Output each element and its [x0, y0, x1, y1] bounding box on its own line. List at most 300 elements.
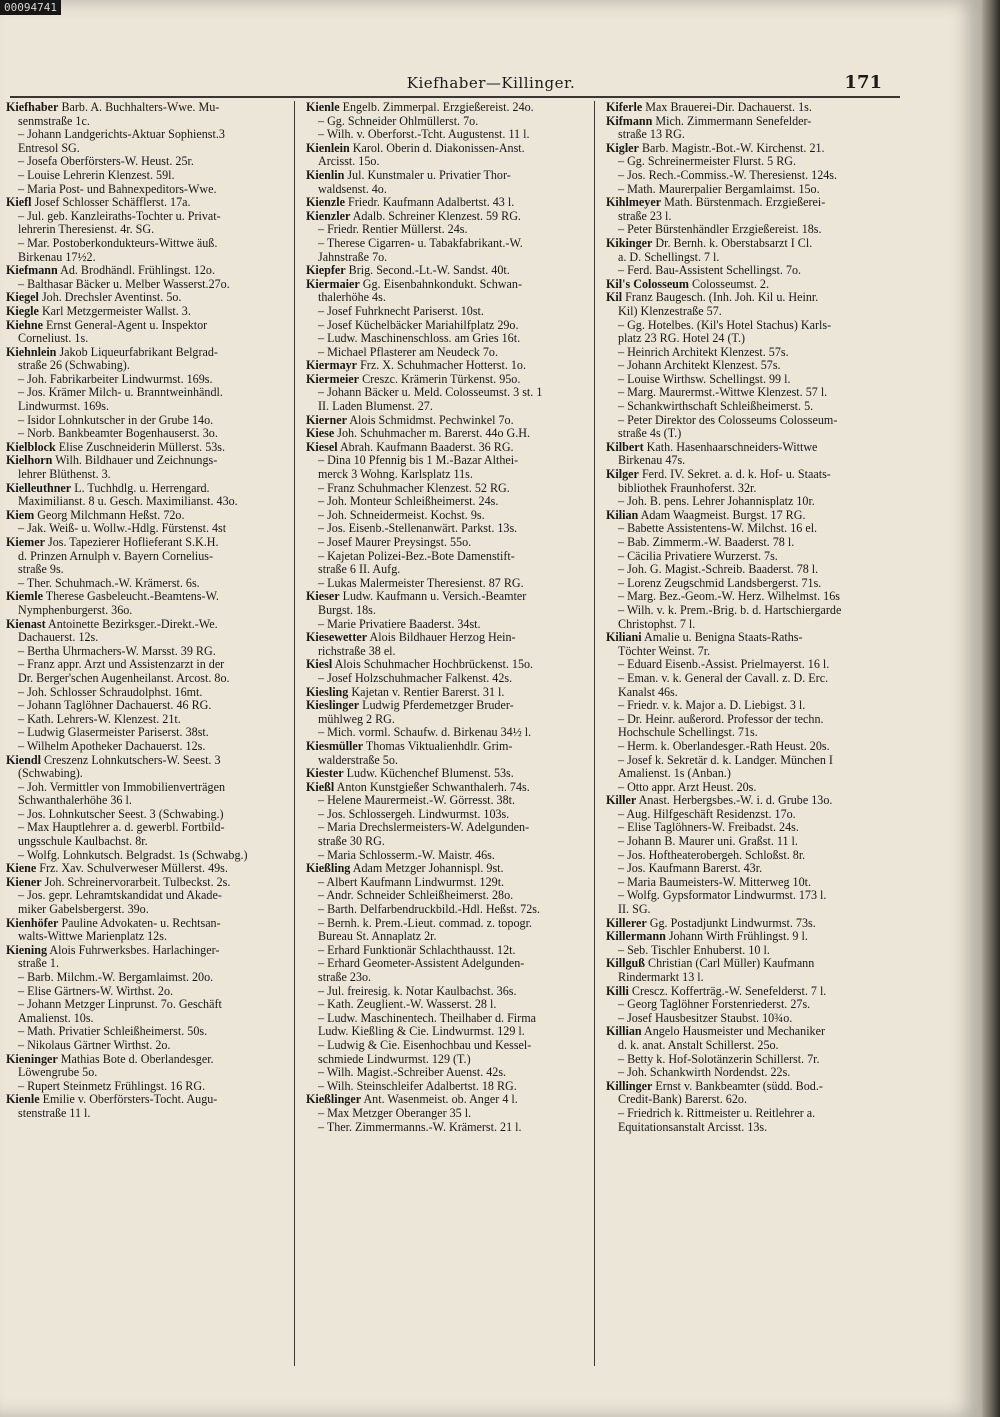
- entry-text: straße 13 RG.: [618, 128, 685, 142]
- entry-text: – Bab. Zimmerm.-W. Baaderst. 78 l.: [618, 536, 795, 549]
- directory-entry: [0, 155, 290, 169]
- directory-entry: [600, 346, 906, 360]
- directory-entry: [0, 889, 290, 903]
- directory-entry: [300, 577, 592, 591]
- entry-text: Elise Zuschneiderin Müllerst. 53s.: [58, 440, 226, 454]
- directory-entry: [0, 876, 290, 890]
- directory-entry: [300, 998, 592, 1012]
- directory-entry: [300, 522, 592, 536]
- entry-text: lehrer Blüthenst. 3.: [18, 468, 111, 482]
- directory-entry: [600, 468, 906, 482]
- entry-text: – Aug. Hilfgeschäft Residenzst. 17o.: [618, 807, 796, 821]
- directory-entry: [300, 767, 592, 781]
- entry-text: – Jul. freiresig. k. Notar Kaulbachst. 36s.: [318, 984, 517, 998]
- entry-surname: Kienzle: [306, 196, 345, 210]
- entry-text: Frz. X. Schuhmacher Hotterst. 1o.: [360, 359, 526, 373]
- entry-text: – Joh. Fabrikarbeiter Lindwurmst. 169s.: [18, 372, 213, 386]
- entry-surname: Kienlin: [306, 168, 345, 182]
- entry-text: – Dina 10 Pfennig bis 1 M.-Bazar Althei-: [318, 454, 519, 468]
- directory-entry: [600, 101, 906, 115]
- entry-text: – Josefa Oberförsters-W. Heust. 25r.: [18, 155, 194, 169]
- entry-text: Dr. Berger'schen Augenheilanst. Arcost. 8o.: [18, 671, 230, 685]
- entry-text: schmiede Lindwurmst. 129 (T.): [318, 1052, 471, 1066]
- entry-text: waldsenst. 4o.: [318, 182, 387, 196]
- entry-text: Joh. Schreinervorarbeit. Tulbeckst. 2s.: [44, 875, 231, 889]
- entry-surname: Kienlein: [306, 141, 350, 155]
- directory-entry: [600, 672, 906, 686]
- entry-text: straße 4s (T.): [618, 427, 682, 441]
- entry-text: Burgst. 18s.: [318, 603, 376, 617]
- entry-surname: Kilbert: [606, 440, 644, 454]
- entry-text: – Marie Privatiere Baaderst. 34st.: [318, 617, 481, 631]
- entry-text: Anast. Herbergsbes.-W. i. d. Grube 13o.: [638, 794, 833, 808]
- entry-text: – Georg Taglöhner Forstenriederst. 27s.: [618, 998, 811, 1012]
- entry-text: merck 3 Wohng. Karlsplatz 11s.: [318, 468, 473, 482]
- directory-entry: [600, 794, 906, 808]
- entry-text: Alois Fuhrwerksbes. Harlachinger-: [49, 943, 220, 957]
- entry-text: – Erhard Funktionär Schlachthausst. 12t.: [318, 943, 516, 957]
- entry-text: walderstraße 5o.: [318, 753, 398, 767]
- directory-entry: [300, 468, 592, 482]
- entry-text: – Jos. Hoftheaterobergeh. Schloßst. 8r.: [618, 848, 806, 862]
- entry-surname: Kießling: [306, 862, 351, 876]
- entry-text: – Ludwig Glasermeister Pariserst. 38st.: [18, 726, 209, 740]
- directory-entry: [600, 645, 906, 659]
- directory-entry: [600, 169, 906, 183]
- entry-surname: Kiening: [6, 943, 47, 957]
- entry-surname: Kiemer: [6, 536, 45, 549]
- entry-surname: Kiester: [306, 767, 344, 781]
- entry-text: Hochschule Schellingst. 71s.: [618, 726, 758, 740]
- entry-text: – Johann Taglöhner Dachauerst. 46 RG.: [18, 699, 212, 713]
- entry-surname: Kiem: [6, 508, 35, 522]
- entry-text: Brig. Second.-Lt.-W. Sandst. 40t.: [348, 264, 510, 278]
- directory-entry: [600, 237, 906, 251]
- entry-text: miker Gabelsbergerst. 39o.: [18, 903, 149, 917]
- entry-text: Ludw. Kießling & Cie. Lindwurmst. 129 l.: [318, 1025, 525, 1039]
- directory-entry: [0, 903, 290, 917]
- directory-entry: [0, 305, 290, 319]
- entry-text: Thomas Viktualienhdlr. Grim-: [365, 739, 513, 753]
- entry-text: – Wilh. v. k. Prem.-Brig. b. d. Hartschiergarde: [618, 603, 842, 617]
- entry-text: – Rupert Steinmetz Frühlingst. 16 RG.: [18, 1079, 206, 1093]
- directory-entry: [0, 183, 290, 197]
- entry-text: – Joh. Schankwirth Nordendst. 22s.: [618, 1066, 791, 1080]
- directory-entry: [300, 1066, 592, 1080]
- directory-entry: [600, 849, 906, 863]
- directory-entry: [300, 889, 592, 903]
- directory-entry: [600, 332, 906, 346]
- column-divider: [594, 101, 595, 1366]
- directory-entry: [600, 889, 906, 903]
- entry-surname: Kihlmeyer: [606, 196, 662, 210]
- directory-entry: [0, 482, 290, 496]
- entry-text: Anton Kunstgießer Schwanthalerh. 74s.: [336, 780, 530, 794]
- directory-entry: [300, 427, 592, 441]
- directory-entry: [600, 278, 906, 292]
- entry-text: – Helene Maurermeist.-W. Görresst. 38t.: [318, 794, 516, 808]
- entry-text: – Math. Maurerpalier Bergamlaimst. 15o.: [618, 182, 820, 196]
- directory-entry: [600, 713, 906, 727]
- directory-entry: [300, 672, 592, 686]
- directory-entry: [600, 536, 906, 550]
- directory-entry: [300, 1012, 592, 1026]
- entry-text: Friedr. Kaufmann Adalbertst. 43 l.: [348, 196, 515, 210]
- entry-text: L. Tuchhdlg. u. Herrengard.: [74, 481, 210, 495]
- entry-surname: Kielhorn: [6, 454, 53, 468]
- directory-entry: [300, 1025, 592, 1039]
- directory-entry: [0, 835, 290, 849]
- entry-text: walts-Wittwe Marienplatz 12s.: [18, 930, 167, 944]
- directory-entry: [600, 658, 906, 672]
- entry-text: – Erhard Geometer-Assistent Adelgunden-: [318, 957, 525, 971]
- directory-entry: [300, 876, 592, 890]
- entry-text: Crescz. Kofferträg.-W. Senefelderst. 7 l.: [631, 984, 827, 998]
- entry-text: Ernst v. Bankbeamter (südd. Bod.-: [655, 1079, 823, 1093]
- directory-entry: [0, 985, 290, 999]
- entry-surname: Kiesling: [306, 685, 349, 699]
- directory-entry: [600, 604, 906, 618]
- directory-entry: [0, 821, 290, 835]
- column-divider: [294, 101, 295, 1366]
- entry-text: thalerhöhe 4s.: [318, 291, 386, 305]
- entry-surname: Kiefhaber: [6, 101, 59, 114]
- directory-entry: [300, 930, 592, 944]
- entry-text: – Wolfg. Lohnkutsch. Belgradst. 1s (Schwabg.): [18, 848, 248, 862]
- directory-entry: [600, 754, 906, 768]
- entry-surname: Kilian: [606, 508, 639, 522]
- directory-entry: [0, 781, 290, 795]
- entry-text: – Maria Post- und Bahnexpeditors-Wwe.: [18, 182, 217, 196]
- entry-text: Lindwurmst. 169s.: [18, 400, 110, 414]
- directory-entry: [300, 618, 592, 632]
- directory-entry: [600, 400, 906, 414]
- entry-text: Kath. Hasenhaarschneiders-Wittwe: [646, 440, 818, 454]
- directory-entry: [600, 522, 906, 536]
- entry-surname: Kiermeier: [306, 372, 360, 386]
- entry-text: – Jos. Rech.-Commiss.-W. Theresienst. 124s.: [618, 168, 838, 182]
- entry-surname: Kil: [606, 291, 623, 305]
- directory-entry: [0, 509, 290, 523]
- directory-entry: [300, 1107, 592, 1121]
- directory-entry: [600, 876, 906, 890]
- entry-text: – Joh. Schneidermeist. Kochst. 9s.: [318, 508, 485, 522]
- entry-text: straße 6 II. Aufg.: [318, 563, 401, 577]
- directory-entry: [300, 740, 592, 754]
- directory-entry: [600, 264, 906, 278]
- entry-surname: Kigler: [606, 141, 639, 155]
- directory-entry: [0, 862, 290, 876]
- entry-text: – Jos. gepr. Lehramtskandidat und Akade-: [18, 889, 222, 903]
- entry-text: – Herm. k. Oberlandesger.-Rath Heust. 20s.: [618, 739, 830, 753]
- entry-text: – Josef Holzschuhmacher Falkenst. 42s.: [318, 671, 513, 685]
- directory-entry: [300, 944, 592, 958]
- entry-text: – Schankwirthschaft Schleißheimerst. 5.: [618, 400, 814, 414]
- entry-text: Joh. Drechsler Aventinst. 5o.: [41, 291, 182, 305]
- directory-entry: [0, 808, 290, 822]
- entry-text: Jul. Kunstmaler u. Privatier Thor-: [347, 168, 511, 182]
- directory-entry: [0, 645, 290, 659]
- entry-text: Amalienst. 10s.: [18, 1011, 94, 1025]
- entry-text: Ludwig Pferdemetzger Bruder-: [362, 699, 514, 713]
- entry-text: – Mich. vorml. Schaufw. d. Birkenau 34½ l.: [318, 726, 532, 740]
- directory-entry: [600, 223, 906, 237]
- entry-text: – Dr. Heinr. außerord. Professor der techn.: [618, 712, 824, 726]
- entry-text: Emilie v. Oberförsters-Tocht. Augu-: [42, 1093, 218, 1107]
- directory-entry: [600, 359, 906, 373]
- entry-text: Creszc. Krämerin Türkenst. 95o.: [362, 372, 521, 386]
- directory-entry: [600, 319, 906, 333]
- entry-text: – Johann Landgerichts-Aktuar Sophienst.3: [18, 128, 225, 142]
- directory-entry: [600, 740, 906, 754]
- directory-entry: [300, 971, 592, 985]
- entry-surname: Kieninger: [6, 1052, 58, 1066]
- directory-entry: [0, 251, 290, 265]
- directory-entry: [300, 196, 592, 210]
- entry-text: Alois Bildhauer Herzog Hein-: [369, 631, 516, 645]
- entry-text: – Franz Schuhmacher Klenzest. 52 RG.: [318, 481, 510, 495]
- entry-surname: Killguß: [606, 957, 645, 971]
- entry-text: – Ther. Zimmermanns.-W. Krämerst. 21 l.: [318, 1120, 522, 1134]
- entry-text: Barb. Magistr.-Bot.-W. Kirchenst. 21.: [641, 141, 825, 155]
- directory-entry: [600, 550, 906, 564]
- directory-entry: [300, 509, 592, 523]
- directory-entry: [300, 604, 592, 618]
- directory-entry: [0, 726, 290, 740]
- directory-entry: [600, 509, 906, 523]
- entry-text: – Elise Gärtners-W. Wirthst. 2o.: [18, 984, 174, 998]
- entry-text: – Gg. Schreinermeister Flurst. 5 RG.: [618, 155, 797, 169]
- entry-text: a. D. Schellingst. 7 l.: [618, 250, 720, 264]
- directory-entry: [0, 400, 290, 414]
- entry-text: – Therese Cigarren- u. Tabakfabrikant.-W.: [318, 236, 523, 250]
- directory-entry: [600, 971, 906, 985]
- directory-entry: [300, 128, 592, 142]
- entry-text: Angelo Hausmeister und Mechaniker: [643, 1025, 826, 1039]
- directory-entry: [300, 454, 592, 468]
- entry-surname: Kienle: [6, 1093, 40, 1107]
- directory-entry: [0, 210, 290, 224]
- entry-text: Adam Metzger Johannispl. 9st.: [352, 862, 504, 876]
- entry-text: Corneliust. 1s.: [18, 332, 89, 346]
- directory-entry: [300, 985, 592, 999]
- entry-surname: Kiegel: [6, 291, 39, 305]
- entry-text: mühlweg 2 RG.: [318, 712, 395, 726]
- entry-text: Karol. Oberin d. Diakonissen-Anst.: [352, 141, 525, 155]
- entry-surname: Kieser: [306, 590, 340, 604]
- directory-entry: [300, 441, 592, 455]
- directory-entry: [600, 835, 906, 849]
- entry-text: – Otto appr. Arzt Heust. 20s.: [618, 780, 757, 794]
- directory-entry: [600, 196, 906, 210]
- directory-entry: [600, 1093, 906, 1107]
- entry-text: Creszenz Lohnkutschers-W. Seest. 3: [43, 753, 221, 767]
- directory-entry: [600, 985, 906, 999]
- entry-text: – Joh. Monteur Schleißheimerst. 24s.: [318, 495, 499, 509]
- directory-entry: [600, 142, 906, 156]
- directory-entry: [0, 359, 290, 373]
- entry-text: – Bertha Uhrmachers-W. Marsst. 39 RG.: [18, 644, 216, 658]
- entry-text: Karl Metzgermeister Wallst. 3.: [41, 304, 191, 318]
- page-number: 171: [844, 72, 882, 93]
- entry-text: – Elise Taglöhners-W. Freibadst. 24s.: [618, 821, 799, 835]
- entry-text: Christophst. 7 l.: [618, 617, 696, 631]
- entry-surname: Killi: [606, 984, 629, 998]
- entry-text: – Peter Bürstenhändler Erzgießereist. 18s.: [618, 223, 822, 237]
- entry-text: Ant. Wasenmeist. ob. Anger 4 l.: [363, 1093, 518, 1107]
- directory-entry: [300, 319, 592, 333]
- entry-text: richstraße 38 el.: [318, 644, 396, 658]
- entry-text: – Balthasar Bäcker u. Melber Wasserst.27o.: [18, 277, 230, 291]
- entry-text: stenstraße 11 l.: [18, 1106, 91, 1120]
- entry-text: Pauline Advokaten- u. Rechtsan-: [61, 916, 221, 930]
- entry-text: – Babette Assistentens-W. Milchst. 16 el.: [618, 522, 818, 536]
- entry-text: – Kajetan Polizei-Bez.-Bote Damenstift-: [318, 549, 515, 563]
- directory-entry: [0, 386, 290, 400]
- entry-surname: Kifmann: [606, 114, 653, 128]
- directory-entry: [300, 183, 592, 197]
- directory-entry: [300, 155, 592, 169]
- entry-text: – Johann B. Maurer uni. Graßst. 11 l.: [618, 835, 798, 849]
- entry-text: – Maria Baumeisters-W. Mitterweg 10t.: [618, 875, 812, 889]
- entry-surname: Kielblock: [6, 440, 56, 454]
- directory-entry: [300, 726, 592, 740]
- entry-text: – Jak. Weiß- u. Wollw.-Hdlg. Fürstenst. 4st: [18, 522, 227, 536]
- directory-entry: [0, 237, 290, 251]
- directory-entry: [0, 536, 290, 550]
- entry-text: – Friedr. v. k. Major a. D. Liebigst. 3 l.: [618, 699, 806, 713]
- entry-text: – Wilh. Magist.-Schreiber Auenst. 42s.: [318, 1066, 507, 1080]
- entry-text: Gg. Eisenbahnkondukt. Schwan-: [362, 277, 522, 291]
- directory-entry: [0, 1025, 290, 1039]
- directory-entry: [300, 917, 592, 931]
- entry-text: Nymphenburgerst. 36o.: [18, 603, 133, 617]
- entry-text: Gg. Postadjunkt Lindwurmst. 73s.: [649, 916, 816, 930]
- entry-text: – Bernh. k. Prem.-Lieut. commad. z. topogr.: [318, 916, 532, 930]
- entry-text: Therese Gasbeleucht.-Beamtens-W.: [45, 590, 219, 604]
- entry-text: straße 23o.: [318, 971, 372, 984]
- entry-text: Arcisst. 15o.: [318, 155, 380, 169]
- header-rule: [10, 96, 900, 98]
- directory-entry: [600, 414, 906, 428]
- entry-surname: Kielleuthner: [6, 481, 72, 495]
- directory-entry: [300, 536, 592, 550]
- entry-text: platz 23 RG. Hotel 24 (T.): [618, 332, 746, 346]
- directory-entry: [300, 101, 592, 115]
- entry-text: – Maria Schlosserm.-W. Maistr. 46s.: [318, 848, 495, 862]
- directory-entry: [0, 672, 290, 686]
- directory-entry: [0, 998, 290, 1012]
- entry-text: Schwanthalerhöhe 36 l.: [18, 794, 132, 808]
- entry-text: Wilh. Bildhauer und Zeichnungs-: [55, 454, 218, 468]
- entry-text: – Barth. Delfarbendruckbild.-Hdl. Heßst. 72s.: [318, 903, 541, 917]
- directory-entry: [300, 645, 592, 659]
- entry-text: – Albert Kaufmann Lindwurmst. 129t.: [318, 875, 505, 889]
- entry-text: – Lukas Malermeister Theresienst. 87 RG.: [318, 576, 524, 590]
- entry-text: – Ludw. Maschinentech. Theilhaber d. Firma: [318, 1011, 536, 1025]
- directory-entry: [300, 359, 592, 373]
- entry-text: – Eduard Eisenb.-Assist. Prielmayerst. 16 l.: [618, 658, 830, 672]
- entry-text: straße 26 (Schwabing).: [18, 359, 130, 373]
- entry-text: Franz Baugesch. (Inh. Joh. Kil u. Heinr.: [625, 291, 819, 305]
- entry-text: Johann Wirth Frühlingst. 9 l.: [668, 930, 808, 944]
- directory-entry: [600, 115, 906, 129]
- entry-text: Adam Waagmeist. Burgst. 17 RG.: [640, 508, 806, 522]
- directory-entry: [600, 1053, 906, 1067]
- entry-text: – Lorenz Zeugschmid Landsbergerst. 71s.: [618, 576, 822, 590]
- entry-surname: Kiermaier: [306, 277, 360, 291]
- entry-text: Ludw. Küchenchef Blumenst. 53s.: [346, 767, 514, 781]
- entry-text: – Friedrich k. Rittmeister u. Reitlehrer a.: [618, 1106, 816, 1120]
- entry-text: – Jos. Eisenb.-Stellenanwärt. Parkst. 13s.: [318, 522, 518, 536]
- entry-text: Christian (Carl Müller) Kaufmann: [648, 957, 815, 971]
- directory-entry: [0, 441, 290, 455]
- entry-text: – Louise Wirthsw. Schellingst. 99 l.: [618, 372, 791, 386]
- entry-surname: Killermann: [606, 930, 666, 944]
- entry-text: – Jos. Kaufmann Barerst. 43r.: [618, 862, 763, 876]
- entry-text: – Eman. v. k. General der Cavall. z. D. Erc.: [618, 671, 829, 685]
- directory-entry: [300, 699, 592, 713]
- directory-entry: [600, 862, 906, 876]
- entry-surname: Kiefl: [6, 196, 32, 210]
- entry-text: Kajetan v. Rentier Barerst. 31 l.: [351, 685, 505, 699]
- directory-entry: [600, 618, 906, 632]
- entry-text: – Wolfg. Gypsformator Lindwurmst. 173 l.: [618, 889, 827, 903]
- directory-entry: [0, 1107, 290, 1121]
- directory-entry: [600, 454, 906, 468]
- directory-entry: [0, 454, 290, 468]
- entry-surname: Kilger: [606, 468, 639, 482]
- directory-entry: [300, 957, 592, 971]
- entry-text: – Isidor Lohnkutscher in der Grube 14o.: [18, 413, 214, 427]
- column-1: [0, 101, 290, 1366]
- entry-surname: Kiferle: [606, 101, 643, 114]
- directory-entry: [0, 414, 290, 428]
- entry-surname: Kiehne: [6, 318, 43, 332]
- directory-entry: [300, 482, 592, 496]
- entry-text: Bureau St. Annaplatz 2r.: [318, 930, 437, 944]
- entry-text: – Norb. Bankbeamter Bogenhauserst. 3o.: [18, 427, 218, 441]
- directory-entry: [0, 740, 290, 754]
- entry-surname: Kießl: [306, 780, 335, 794]
- entry-text: – Josef k. Sekretär d. k. Landger. München I: [618, 753, 833, 767]
- entry-text: Credit-Bank) Barerst. 62o.: [618, 1093, 747, 1107]
- entry-surname: Killian: [606, 1025, 642, 1039]
- entry-text: Löwengrube 5o.: [18, 1066, 98, 1080]
- directory-entry: [600, 305, 906, 319]
- directory-entry: [600, 957, 906, 971]
- entry-surname: Kil's Colosseum: [606, 277, 689, 291]
- directory-entry: [300, 400, 592, 414]
- entry-text: – Marg. Maurermst.-Wittwe Klenzest. 57 l.: [618, 386, 828, 400]
- directory-entry: [300, 808, 592, 822]
- directory-entry: [300, 754, 592, 768]
- entry-text: – Marg. Bez.-Geom.-W. Herz. Wilhelmst. 16s: [618, 590, 840, 604]
- entry-text: – Wilh. Steinschleifer Adalbertst. 18 RG.: [318, 1079, 517, 1093]
- entry-text: straße 9s.: [18, 563, 64, 577]
- directory-entry: [600, 1025, 906, 1039]
- directory-entry: [0, 223, 290, 237]
- directory-entry: [600, 808, 906, 822]
- directory-entry: [300, 210, 592, 224]
- entry-text: Frz. Xav. Schulverweser Müllerst. 49s.: [39, 862, 228, 876]
- entry-text: – Mar. Postoberkondukteurs-Wittwe äuß.: [18, 236, 218, 250]
- entry-text: Töchter Weinst. 7r.: [618, 644, 711, 658]
- entry-text: Amalienst. 1s (Anban.): [618, 767, 731, 781]
- entry-text: Alois Schmidmst. Pechwinkel 7o.: [349, 413, 514, 427]
- entry-text: – Andr. Schneider Schleißheimerst. 28o.: [318, 889, 514, 903]
- entry-text: – Max Metzger Oberanger 35 l.: [318, 1106, 472, 1120]
